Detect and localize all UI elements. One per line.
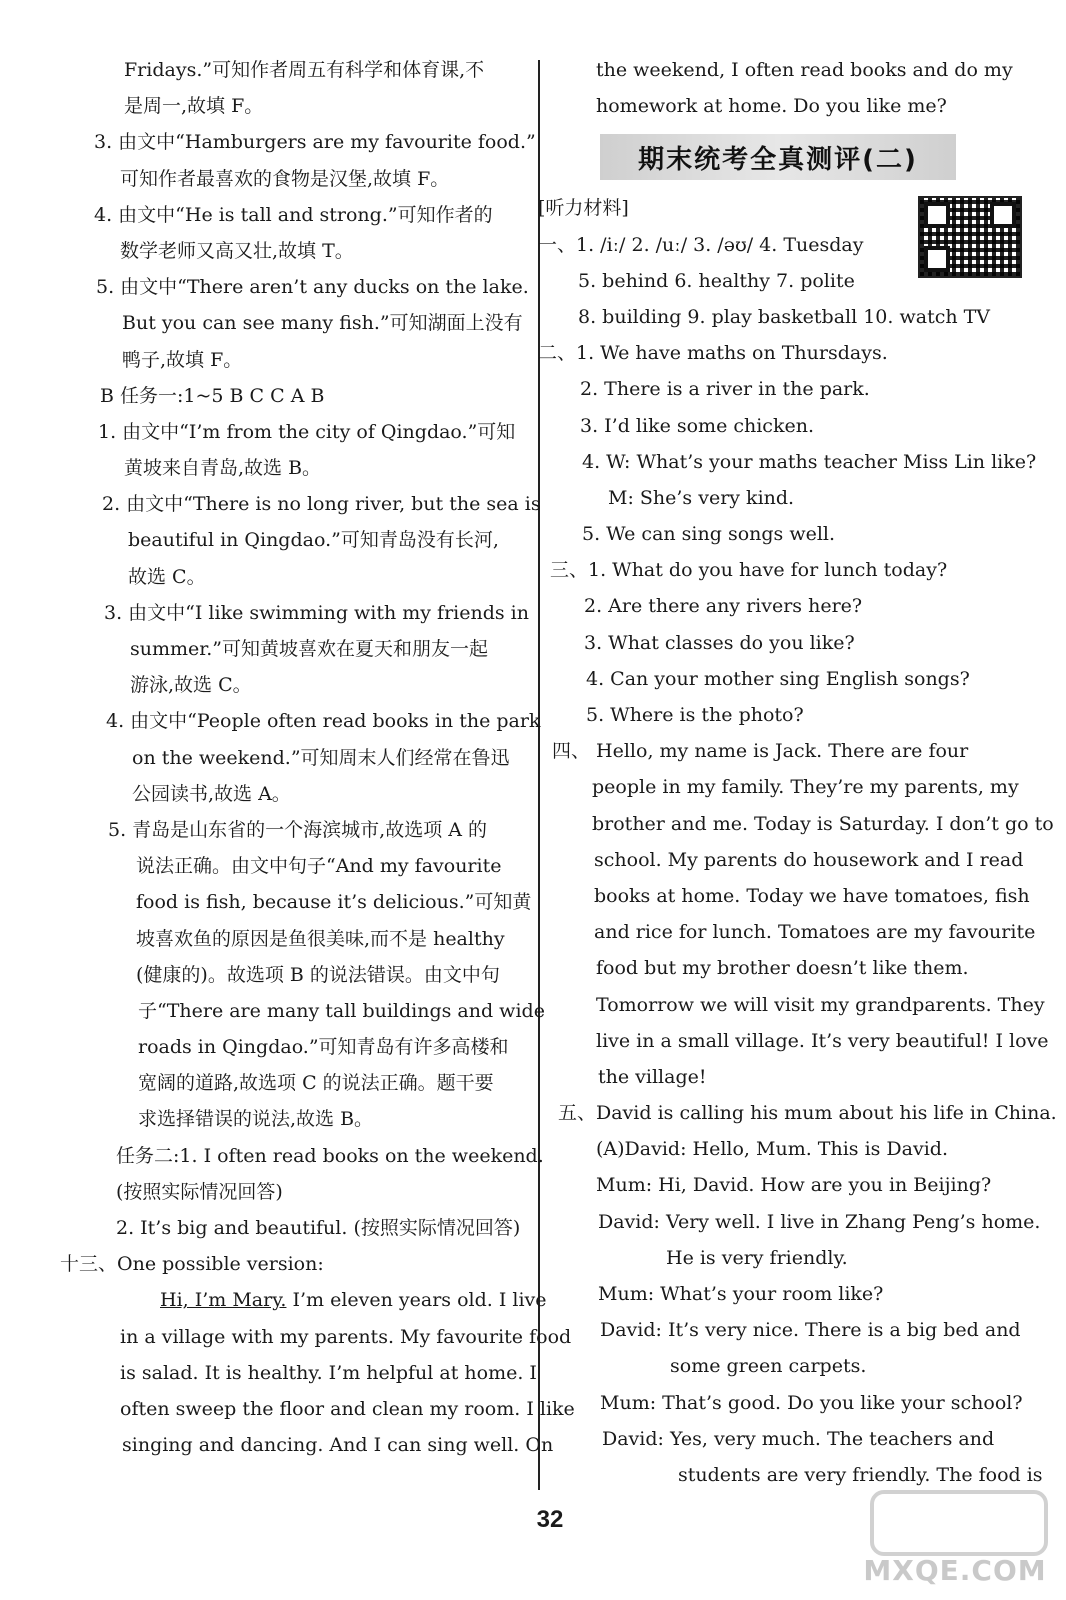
text-line: 子“There are many tall buildings and wide	[138, 999, 545, 1022]
text-line: (A)David: Hello, Mum. This is David.	[596, 1138, 949, 1161]
text-line: school. My parents do housework and I read	[594, 848, 1024, 871]
text-line: people in my family. They’re my parents, my	[592, 776, 1019, 799]
text-line: 黄坡来自青岛,故选 B。	[124, 457, 322, 480]
text-line: some green carpets.	[670, 1355, 867, 1378]
text-line: David: Yes, very much. The teachers and	[602, 1427, 995, 1450]
text-line: (按照实际情况回答)	[116, 1180, 283, 1203]
text-line: homework at home. Do you like me?	[596, 95, 947, 118]
text-line: food is fish, because it’s delicious.”可知黄	[136, 891, 532, 914]
text-line: 二、1. We have maths on Thursdays.	[538, 342, 888, 365]
text-line: Hi, I’m Mary. I’m eleven years old. I live	[160, 1289, 547, 1312]
section-title: 期末统考全真测评(二)	[638, 144, 918, 175]
text-line: 可知作者最喜欢的食物是汉堡,故填 F。	[120, 167, 450, 190]
text-line: 任务二:1. I often read books on the weekend.	[116, 1144, 544, 1167]
text-line: brother and me. Today is Saturday. I don’t go to	[592, 812, 1054, 835]
text-line: 8. building 9. play basketball 10. watch TV	[578, 305, 991, 328]
text-line: 求选择错误的说法,故选 B。	[138, 1108, 374, 1131]
text-line: 说法正确。由文中句子“And my favourite	[136, 855, 502, 878]
text-line: is salad. It is healthy. I’m helpful at home. I	[120, 1361, 537, 1384]
text-line: and rice for lunch. Tomatoes are my favourite	[594, 921, 1036, 944]
text-line: David: Very well. I live in Zhang Peng’s home.	[598, 1210, 1041, 1233]
text-line: 鸭子,故填 F。	[122, 348, 243, 371]
text-line: books at home. Today we have tomatoes, fish	[594, 884, 1030, 907]
text-line: He is very friendly.	[666, 1246, 848, 1269]
text-line: 5. We can sing songs well.	[582, 523, 836, 546]
text-line: the village!	[598, 1065, 707, 1088]
text-line: roads in Qingdao.”可知青岛有许多高楼和	[138, 1036, 509, 1059]
page-number: 32	[536, 1506, 564, 1533]
text-line: summer.”可知黄坡喜欢在夏天和朋友一起	[130, 638, 489, 660]
text-line: 公园读书,故选 A。	[132, 782, 291, 805]
left-column	[60, 52, 575, 1463]
watermark-logo	[860, 1490, 1050, 1590]
text-line: 4. 由文中“He is tall and strong.”可知作者的	[94, 203, 493, 226]
right-column-continued-text	[538, 52, 1058, 124]
text-line: 4. 由文中“People often read books in the park	[106, 710, 541, 733]
text-line: singing and dancing. And I can sing well. On	[122, 1434, 554, 1457]
text-line: 2. 由文中“There is no long river, but the sea is	[102, 493, 541, 516]
text-line: 三、1. What do you have for lunch today?	[550, 559, 948, 582]
text-line: 四、 Hello, my name is Jack. There are four	[552, 740, 969, 763]
text-line: live in a small village. It’s very beautiful! I love	[596, 1029, 1049, 1052]
text-line: on the weekend.”可知周末人们经常在鲁迅	[132, 746, 510, 769]
text-line: 五、David is calling his mum about his life in China.	[558, 1102, 1057, 1125]
text-line: 2. Are there any rivers here?	[584, 595, 863, 618]
text-line: 5. Where is the photo?	[586, 704, 804, 726]
text-line: 3. What classes do you like?	[584, 631, 855, 654]
listening-materials	[538, 190, 1058, 1493]
text-line: 数学老师又高又壮,故填 T。	[120, 239, 354, 262]
text-line: 3. 由文中“I like swimming with my friends in	[104, 601, 529, 624]
text-line: Tomorrow we will visit my grandparents. They	[596, 993, 1045, 1016]
text-line: 宽阔的道路,故选项 C 的说法正确。题干要	[138, 1072, 494, 1095]
text-line: in a village with my parents. My favourite food	[120, 1325, 572, 1348]
text-line: [听力材料]	[538, 197, 629, 220]
text-line: 1. 由文中“I’m from the city of Qingdao.”可知	[98, 420, 516, 443]
text-line: 故选 C。	[128, 565, 206, 588]
text-line: 是周一,故填 F。	[124, 95, 264, 118]
text-line: M: She’s very kind.	[608, 486, 795, 509]
text-line: 3. I’d like some chicken.	[580, 414, 814, 437]
text-line: 5. 青岛是山东省的一个海滨城市,故选项 A 的	[108, 818, 488, 841]
text-line: 十三、One possible version:	[60, 1253, 324, 1276]
text-line: (健康的)。故选项 B 的说法错误。由文中句	[136, 963, 500, 986]
text-line: But you can see many fish.”可知湖面上没有	[122, 312, 523, 335]
watermark-text: MXQE.COM	[863, 1554, 1047, 1587]
section-title-banner	[600, 134, 956, 180]
text-line: students are very friendly. The food is	[678, 1463, 1043, 1486]
text-line: 5. 由文中“There aren’t any ducks on the lake.	[96, 276, 529, 299]
text-line: 4. W: What’s your maths teacher Miss Lin like?	[582, 450, 1037, 473]
text-line: 5. behind 6. healthy 7. polite	[578, 269, 855, 292]
text-line: Fridays.”可知作者周五有科学和体育课,不	[124, 59, 485, 81]
text-line: Mum: That’s good. Do you like your school?	[600, 1391, 1023, 1414]
text-line: 3. 由文中“Hamburgers are my favourite food.”	[94, 131, 536, 154]
qr-code-icon	[918, 196, 1022, 278]
text-line: 坡喜欢鱼的原因是鱼很美味,而不是 healthy	[136, 927, 505, 950]
text-line: David: It’s very nice. There is a big bed and	[600, 1319, 1021, 1342]
text-line: 2. There is a river in the park.	[580, 378, 870, 401]
right-column	[538, 52, 1058, 1493]
text-line: 2. It’s big and beautiful. (按照实际情况回答)	[116, 1217, 521, 1239]
text-line: Mum: What’s your room like?	[598, 1283, 884, 1305]
text-line: 一、1. /iː/ 2. /uː/ 3. /əʊ/ 4. Tuesday	[538, 233, 864, 256]
text-line: beautiful in Qingdao.”可知青岛没有长河,	[128, 529, 499, 552]
text-line: the weekend, I often read books and do my	[596, 59, 1013, 81]
text-line: food but my brother doesn’t like them.	[596, 957, 969, 980]
text-line: often sweep the floor and clean my room. I like	[120, 1397, 575, 1420]
text-line: 游泳,故选 C。	[130, 674, 252, 697]
text-line: 4. Can your mother sing English songs?	[586, 667, 970, 690]
text-line: Mum: Hi, David. How are you in Beijing?	[596, 1174, 992, 1197]
text-line: B 任务一:1~5 B C C A B	[100, 384, 325, 407]
